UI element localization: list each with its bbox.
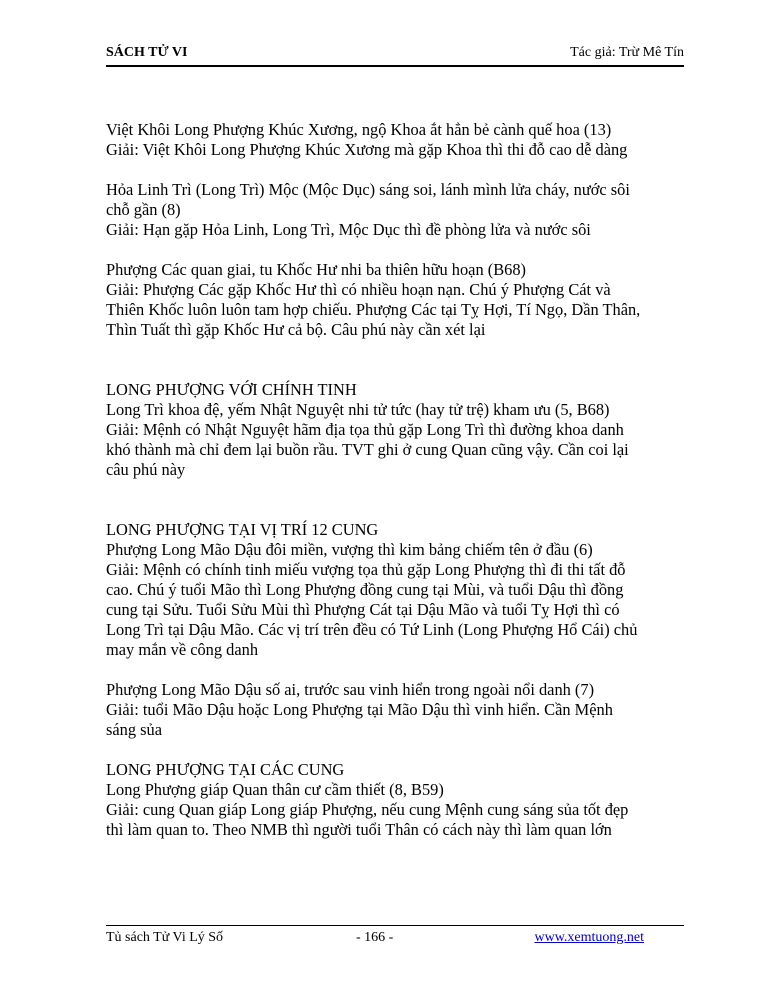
- verse-line: Phượng Long Mão Dậu số ai, trước sau vinh hiển trong ngoài nổi danh (7): [106, 680, 595, 699]
- verse-line: chỗ gần (8): [106, 200, 181, 219]
- book-title: SÁCH TỬ VI: [106, 45, 188, 60]
- section-heading: LONG PHƯỢNG VỚI CHÍNH TINH: [106, 380, 357, 399]
- explanation-line: khó thành mà chỉ đem lại buồn rầu. TVT ghi ở cung Quan cũng vậy. Cần coi lại: [106, 440, 629, 459]
- section-long-phuong-chinh-tinh: [106, 380, 686, 480]
- explanation-line: sáng sủa: [106, 720, 162, 739]
- explanation-line: Giải: tuổi Mão Dậu hoặc Long Phượng tại Mão Dậu thì vinh hiển. Cần Mệnh: [106, 700, 613, 719]
- explanation-line: Long Trì tại Dậu Mão. Các vị trí trên đều có Tứ Linh (Long Phượng Hổ Cái) chủ: [106, 620, 638, 639]
- explanation-line: Giải: Phượng Các gặp Khốc Hư thì có nhiều hoạn nạn. Chú ý Phượng Cát và: [106, 280, 611, 299]
- page-number: - 166 -: [356, 930, 394, 945]
- verse-block: [106, 680, 686, 740]
- section-long-phuong-cac-cung: [106, 760, 686, 840]
- explanation-line: Giải: Việt Khôi Long Phượng Khúc Xương mà gặp Khoa thì thi đỗ cao dễ dàng: [106, 140, 628, 159]
- section-heading: LONG PHƯỢNG TẠI CÁC CUNG: [106, 760, 345, 779]
- verse-block: [106, 180, 686, 240]
- verse-block: [106, 120, 686, 160]
- explanation-line: câu phú này: [106, 460, 186, 479]
- author-credit: Tác giả: Trừ Mê Tín: [570, 45, 684, 60]
- verse-line: Việt Khôi Long Phượng Khúc Xương, ngộ Khoa ắt hẳn bẻ cành quế hoa (13): [106, 120, 612, 139]
- section-long-phuong-12-cung: [106, 520, 686, 660]
- website-link[interactable]: www.xemtuong.net: [534, 930, 644, 945]
- explanation-line: Giải: Mệnh có chính tinh miếu vượng tọa thủ gặp Long Phượng thì đi thi tất đỗ: [106, 560, 626, 579]
- explanation-line: may mắn về công danh: [106, 640, 259, 659]
- explanation-line: cao. Chú ý tuổi Mão thì Long Phượng đồng cung tại Mùi, và tuổi Dậu thì đồng: [106, 580, 624, 599]
- explanation-line: Thìn Tuất thì gặp Khốc Hư cả bộ. Câu phú này cần xét lại: [106, 320, 486, 339]
- verse-line: Phượng Các quan giai, tu Khốc Hư nhi ba thiên hữu hoạn (B68): [106, 260, 526, 279]
- verse-line: Long Phượng giáp Quan thân cư cầm thiết (8, B59): [106, 780, 444, 799]
- explanation-line: Thiên Khốc luôn luôn tam hợp chiếu. Phượng Các tại Tỵ Hợi, Tí Ngọ, Dần Thân,: [106, 300, 641, 319]
- page-header: [106, 45, 684, 67]
- page-body: [106, 120, 686, 840]
- explanation-line: thì làm quan to. Theo NMB thì người tuổi Thân có cách này thì làm quan lớn: [106, 820, 612, 839]
- page-footer: [106, 925, 684, 946]
- explanation-line: Giải: cung Quan giáp Long giáp Phượng, nếu cung Mệnh cung sáng sủa tốt đẹp: [106, 800, 629, 819]
- verse-block: [106, 260, 686, 340]
- book-series: Tủ sách Tử Vi Lý Số: [106, 930, 224, 945]
- explanation-line: cung tại Sửu. Tuổi Sửu Mùi thì Phượng Cát tại Dậu Mão và tuổi Tỵ Hợi thì có: [106, 600, 620, 619]
- verse-line: Phượng Long Mão Dậu đôi miền, vượng thì kim bảng chiếm tên ở đầu (6): [106, 540, 593, 559]
- verse-line: Long Trì khoa đệ, yếm Nhật Nguyệt nhi tử tức (hay tử trệ) kham ưu (5, B68): [106, 400, 610, 419]
- explanation-line: Giải: Hạn gặp Hỏa Linh, Long Trì, Mộc Dục thì đề phòng lửa và nước sôi: [106, 220, 591, 239]
- verse-line: Hỏa Linh Trì (Long Trì) Mộc (Mộc Dục) sáng soi, lánh mình lửa cháy, nước sôi: [106, 180, 630, 199]
- explanation-line: Giải: Mệnh có Nhật Nguyệt hãm địa tọa thủ gặp Long Trì thì đường khoa danh: [106, 420, 624, 439]
- section-heading: LONG PHƯỢNG TẠI VỊ TRÍ 12 CUNG: [106, 520, 379, 539]
